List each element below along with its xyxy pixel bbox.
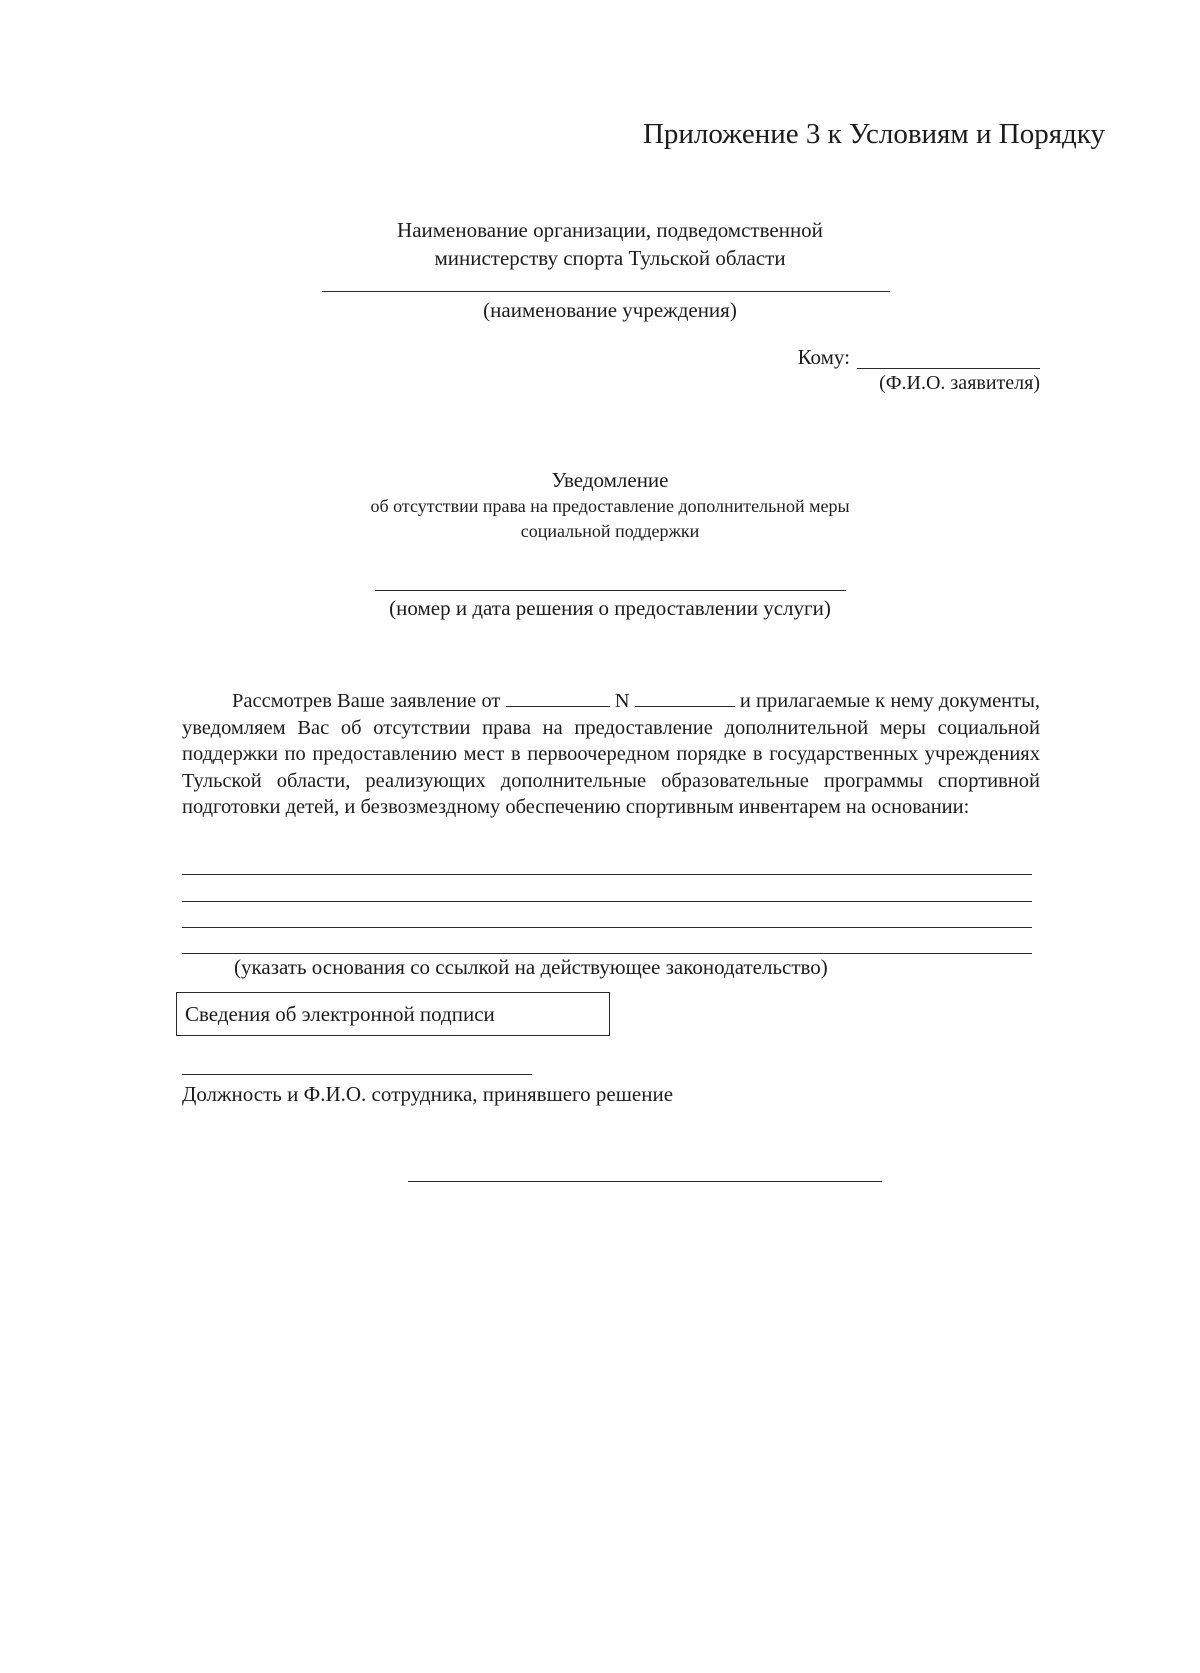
organization-header-line-2: министерству спорта Тульской области (434, 246, 786, 270)
recipient-to-label: Кому: (797, 345, 850, 369)
notice-subtitle (300, 494, 920, 544)
institution-name-line (322, 291, 890, 292)
notice-subtitle-line-1: об отсутствии права на предоставление дополнительной меры (370, 496, 850, 516)
organization-header (290, 216, 930, 272)
appendix-label: Приложение 3 к Условиям и Порядку (642, 118, 1105, 150)
application-date-blank (506, 688, 610, 707)
basis-line-2 (182, 901, 1032, 902)
recipient-fio-caption: (Ф.И.О. заявителя) (879, 372, 1040, 394)
institution-caption: (наименование учреждения) (483, 298, 737, 322)
basis-caption: (указать основания со ссылкой на действующее законодательство) (234, 955, 828, 979)
officer-signature-line (182, 1074, 532, 1075)
application-number-blank (635, 688, 735, 707)
decision-caption: (номер и дата решения о предоставлении услуги) (389, 596, 831, 620)
notice-subtitle-line-2: социальной поддержки (520, 521, 700, 541)
basis-line-3 (182, 927, 1032, 928)
organization-header-line-1: Наименование организации, подведомственной (397, 218, 823, 242)
notice-title: Уведомление (551, 468, 669, 492)
recipient-name-line (857, 368, 1040, 369)
electronic-signature-label: Сведения об электронной подписи (185, 1002, 495, 1026)
officer-caption: Должность и Ф.И.О. сотрудника, принявшего решение (182, 1082, 674, 1106)
body-text-part-2: N (614, 690, 630, 712)
basis-line-4 (182, 953, 1032, 954)
electronic-signature-box (176, 992, 610, 1036)
basis-line-1 (182, 874, 1032, 875)
body-text-part-1: Рассмотрев Ваше заявление от (232, 690, 501, 712)
bottom-line (408, 1181, 882, 1182)
body-text-part-3: и прилагаемые к нему документы, уведомляем Вас об отсутствии права на предоставление дополнительной меры социальной поддержки по предоставлению мест в первоочередном порядке в государственных учреждениях Тульской области, реализующих дополнительные образовательные программы спортивной подготовки детей, и безвозмездному обеспечению спортивным инвентарем на основании: (182, 690, 1041, 818)
decision-number-date-line (375, 590, 846, 591)
notice-body (182, 688, 1040, 821)
